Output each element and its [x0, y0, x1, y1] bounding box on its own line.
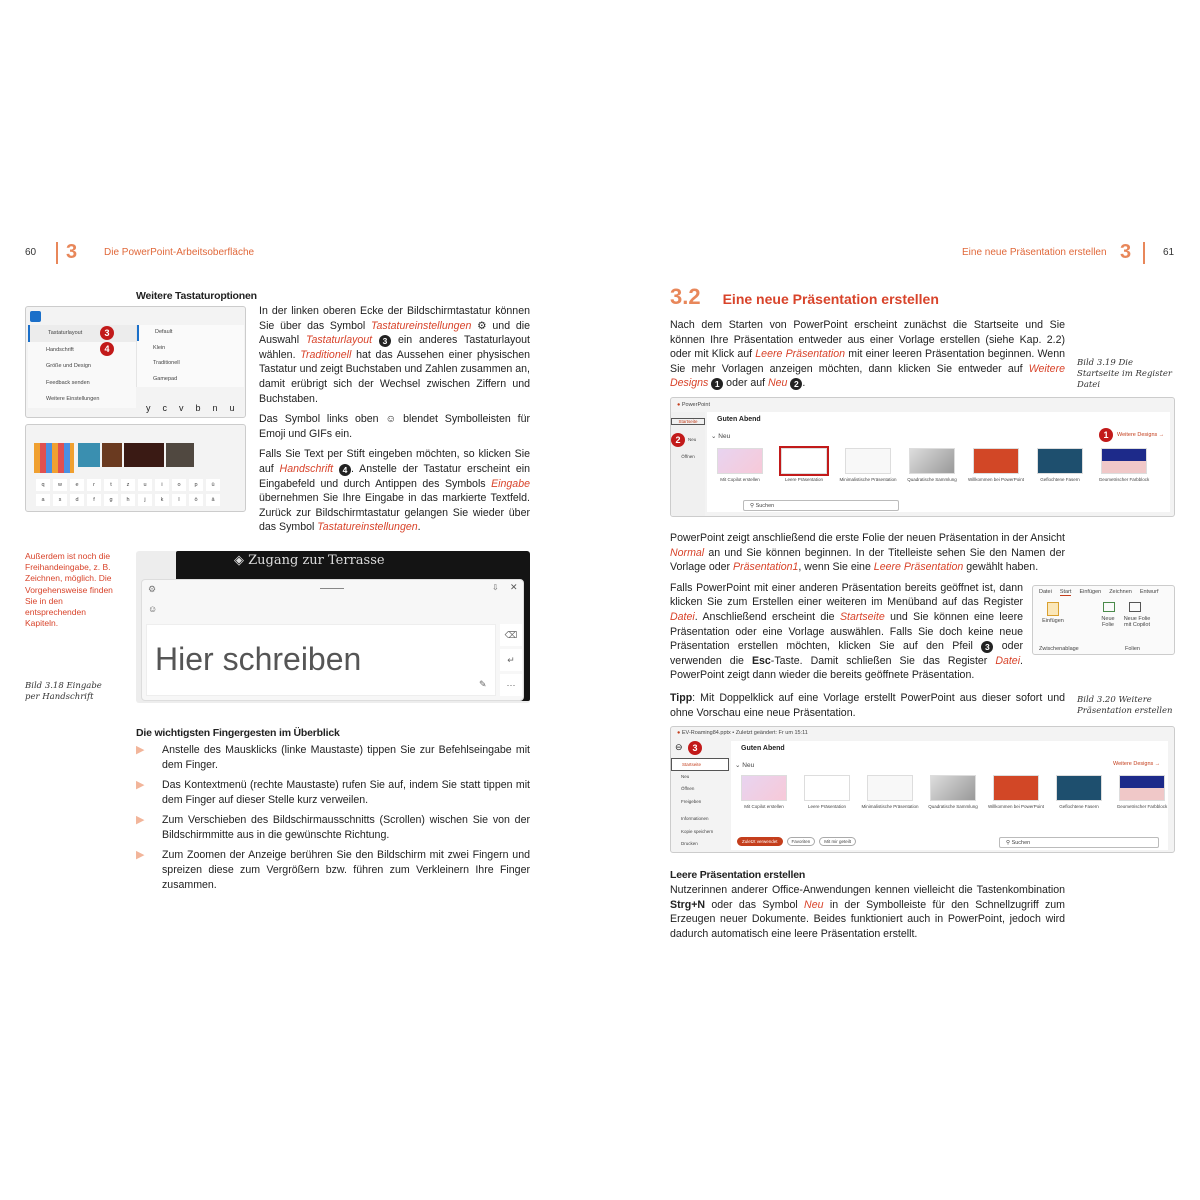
ui-term: Normal: [670, 546, 705, 559]
ui-term: Datei: [670, 610, 695, 623]
key[interactable]: h: [121, 494, 135, 506]
handwriting-panel: [141, 579, 524, 701]
more-designs-link[interactable]: Weitere Designs →: [1113, 761, 1161, 768]
template-card[interactable]: [1095, 448, 1153, 483]
template-thumbnail: [717, 448, 763, 474]
chapter-number-left: 3: [66, 241, 78, 263]
paragraph: [670, 531, 1065, 575]
text-run: an und Sie können beginnen. In der Titelleiste sehen Sie den Namen der Vorlage oder: [670, 546, 1065, 574]
gesture-item: [136, 813, 530, 842]
new-section: ⌄ Neu: [711, 432, 731, 440]
ui-term: Datei: [995, 654, 1021, 667]
figure-caption-318: Bild 3.18 Eingabe per Handschrift: [25, 680, 102, 702]
pen-icon[interactable]: ✎: [479, 678, 487, 689]
nav-item-5[interactable]: Kopie speichern: [681, 828, 714, 834]
ui-term: Tastaturlayout: [305, 334, 373, 347]
paste-button[interactable]: [1039, 602, 1067, 624]
text-run: Nutzerinnen anderer Office-Anwendungen kennen vielleicht die Tastenkombination: [670, 884, 1065, 897]
handwriting-input[interactable]: [146, 624, 496, 696]
ui-term: Neu: [768, 377, 788, 390]
gif-thumbnail: [78, 443, 100, 467]
dock-icon[interactable]: ⇩: [492, 582, 499, 592]
template-card[interactable]: [1050, 775, 1108, 810]
layout-option[interactable]: Klein: [153, 344, 166, 351]
text-run: und Sie können eine leere Präsentation oder eine Vorlage auswählen. Falls Sie doch keine neue Präsentation erstellen möchten, klicken Sie auf den Pfeil: [670, 610, 1023, 653]
key[interactable]: w: [53, 479, 67, 491]
nav-item-0[interactable]: Startseite: [671, 418, 705, 425]
template-card[interactable]: [1113, 775, 1171, 810]
text-run: . Anschließend erscheint die: [694, 610, 840, 623]
ribbon-screenshot: [1032, 585, 1175, 655]
search-placeholder: Suchen: [755, 502, 775, 509]
new-label: Neu: [718, 432, 731, 440]
page-number-right: 61: [1163, 247, 1175, 258]
handwriting-screenshot: [136, 551, 530, 703]
text-run: hat das Aussehen einer physischen Tastatur und zeigt Buchstaben und Zahlen zusammen an, damit erübrigt sich der Wechsel zwischen Ziffern und Buchstaben.: [259, 348, 530, 405]
bold-term: Esc: [751, 654, 771, 667]
background-title: ◈ Zugang zur Terrasse: [234, 552, 385, 568]
ribbon-tab[interactable]: Zeichnen: [1109, 588, 1132, 595]
key[interactable]: o: [172, 479, 186, 491]
nav-item-2[interactable]: Öffnen: [681, 786, 695, 792]
paragraph: [259, 447, 530, 535]
template-card[interactable]: [711, 448, 769, 483]
template-thumbnail: [930, 775, 976, 801]
new-slide-copilot-button[interactable]: Neue Folie mit Copilot: [1123, 615, 1151, 628]
key[interactable]: ö: [189, 494, 203, 506]
ui-term: Handschrift: [279, 462, 334, 475]
right-page-body: [670, 284, 1175, 941]
emoji-grid: [34, 443, 74, 473]
template-label: Geflochtene Fasern: [1059, 804, 1099, 810]
search-placeholder: Suchen: [1011, 840, 1031, 847]
more-designs-link[interactable]: Weitere Designs →: [1117, 431, 1165, 438]
template-card[interactable]: [735, 775, 793, 810]
greeting: Guten Abend: [717, 415, 761, 423]
key[interactable]: i: [155, 479, 169, 491]
nav-item-1[interactable]: Neu: [681, 773, 690, 779]
figure-title: Weitere Tastaturoptionen: [136, 290, 257, 302]
new-slide-icon: [1103, 602, 1115, 612]
paragraph: [259, 304, 530, 406]
template-thumbnail: [1056, 775, 1102, 801]
callout-badge: 3: [100, 326, 114, 340]
callout-badge: 4: [100, 342, 114, 356]
gesture-item: [136, 778, 530, 807]
clipboard-icon: [1047, 602, 1059, 616]
text-run: .: [417, 521, 421, 534]
header-divider: [56, 242, 58, 264]
callout-number: 3: [981, 641, 993, 653]
key[interactable]: y: [146, 403, 151, 413]
new-section: ⌄ Neu: [735, 762, 755, 770]
paragraph: [259, 412, 530, 441]
key[interactable]: j: [138, 494, 152, 506]
text-run: PowerPoint zeigt anschließend die erste Folie der neuen Präsentation in der Ansicht: [670, 531, 1065, 544]
text-run: -Taste. Damit schließen Sie das Register: [770, 654, 996, 667]
ui-term: Traditionell: [300, 348, 352, 361]
callout-number: 1: [711, 378, 723, 390]
nav-item-0[interactable]: Startseite: [671, 758, 729, 771]
ribbon-tab[interactable]: Start: [1059, 588, 1072, 595]
template-label: Minimalistische Präsentation: [839, 476, 897, 482]
key[interactable]: n: [212, 403, 218, 413]
key[interactable]: s: [53, 494, 67, 506]
text-run: oder verwenden die: [670, 640, 1023, 667]
menu-item-0[interactable]: Tastaturlayout: [28, 325, 136, 342]
key[interactable]: f: [87, 494, 101, 506]
bullet-arrow-icon: ▶: [136, 849, 145, 862]
template-thumbnail: [1037, 448, 1083, 474]
text-run: . PowerPoint zeigt dann wieder die bereits geöffnete Präsentation.: [670, 654, 1023, 682]
ui-term: Tastatureinstellungen: [371, 319, 472, 332]
section-number: 3.2: [670, 284, 701, 309]
keyboard-settings-screenshot: [25, 306, 246, 418]
template-label: Geflochtene Fasern: [1040, 476, 1080, 482]
nav-item-2[interactable]: Öffnen: [681, 453, 695, 459]
template-label: Mit Copilot erstellen: [744, 804, 784, 810]
header-divider: [1143, 242, 1145, 264]
text-run: .: [802, 377, 806, 390]
template-thumbnail: [973, 448, 1019, 474]
paragraph: [670, 318, 1065, 391]
bullet-arrow-icon: ▶: [136, 779, 145, 792]
text-run: Nach dem Starten von PowerPoint erscheint zunächst die Startseite und Sie können Ihre Präsentation entweder aus einer Vorlage erstellen (siehe Kap. 2.2) oder mit Klick auf: [670, 319, 1065, 361]
key[interactable]: ü: [206, 479, 220, 491]
template-label: Willkommen bei PowerPoint: [967, 476, 1025, 482]
gesture-text: Anstelle des Mausklicks (linke Maustaste) tippen Sie zur Befehlseingabe mit dem Finger.: [162, 743, 530, 771]
template-card[interactable]: [987, 775, 1045, 810]
text-run: ⚙ und die Auswahl: [259, 319, 530, 347]
ui-term: Leere Präsentation: [873, 561, 964, 574]
text-run: oder das Symbol: [705, 898, 805, 911]
gestures-title: Die wichtigsten Fingergesten im Überblick: [136, 726, 340, 739]
key[interactable]: e: [70, 479, 84, 491]
powerpoint-start-screenshot: [670, 397, 1175, 517]
key[interactable]: c: [162, 403, 167, 413]
template-thumbnail: [804, 775, 850, 801]
callout-number: 4: [339, 464, 351, 476]
gif-thumbnail: [124, 443, 164, 467]
key[interactable]: z: [121, 479, 135, 491]
margin-note: Außerdem ist noch die Freihandeingabe, z. B. Zeichnen, möglich. Die Vorgehensweise finden Sie in den entsprechenden Kapiteln.: [25, 550, 113, 629]
running-title-right: Eine neue Präsentation erstellen: [962, 247, 1107, 258]
text-run: mit einer leeren Präsentation beginnen. Wenn Sie mehr Vorlagen anzeigen möchten, dann klicken Sie entweder auf: [670, 348, 1065, 375]
subheading: Leere Präsentation erstellen: [670, 869, 806, 882]
more-icon[interactable]: ⋯: [500, 674, 522, 696]
template-thumbnail: [867, 775, 913, 801]
template-thumbnail: [741, 775, 787, 801]
key[interactable]: u: [229, 403, 235, 413]
ui-term: Tastatureinstellungen: [317, 521, 418, 534]
window-title: ● EV-Roaming84.pptx • Zuletzt geändert: Fr um 15:11: [677, 730, 808, 737]
nav-item-6[interactable]: Drucken: [681, 841, 698, 847]
app-title: ● PowerPoint: [677, 401, 710, 408]
template-thumbnail: [845, 448, 891, 474]
paragraph: [670, 883, 1065, 941]
key[interactable]: a: [36, 494, 50, 506]
close-icon[interactable]: ✕: [510, 581, 518, 592]
gesture-item: [136, 743, 530, 772]
bullet-arrow-icon: ▶: [136, 743, 145, 756]
ribbon-tab[interactable]: Einfügen: [1079, 588, 1102, 595]
nav-item-3[interactable]: Freigeben: [681, 798, 702, 804]
template-label: Leere Präsentation: [784, 476, 824, 482]
key[interactable]: g: [104, 494, 118, 506]
text-run: . Anstelle der Tastatur erscheint ein Eingabefeld und durch Antippen des Symbols: [259, 462, 530, 490]
filter-chip[interactable]: Favoriten: [787, 837, 816, 846]
text-run: In der linken oberen Ecke der Bildschirmtastatur können Sie über das Symbol: [259, 305, 530, 332]
template-card[interactable]: [775, 448, 833, 483]
text-run: Das Symbol links oben ☺ blendet Symbolleisten für Emoji und GIFs ein.: [259, 413, 530, 440]
key[interactable]: u: [138, 479, 152, 491]
figure-caption-320: Bild 3.20 Weitere Präsentation erstellen: [1077, 694, 1173, 716]
search-input[interactable]: ⚲ Suchen: [743, 500, 899, 511]
new-slide-button[interactable]: Neue Folie: [1101, 615, 1115, 628]
bold-term: Tipp: [670, 691, 693, 704]
template-thumbnail: [1119, 775, 1165, 801]
template-card[interactable]: [1031, 448, 1089, 483]
gesture-text: Zum Verschieben des Bildschirmausschnitts (Scrollen) wischen Sie von der Bildschirmmitte aus in die gewünschte Richtung.: [162, 814, 530, 841]
background-title-text: Zugang zur Terrasse: [248, 552, 385, 568]
ribbon-tab[interactable]: Entwurf: [1139, 588, 1159, 595]
key[interactable]: k: [155, 494, 169, 506]
body-text-left: [259, 304, 530, 541]
backspace-icon[interactable]: ⌫: [500, 624, 522, 646]
key[interactable]: d: [70, 494, 84, 506]
nav-item-4[interactable]: Informationen: [681, 816, 709, 822]
layout-submenu: [136, 325, 244, 387]
template-label: Quadratische Sammlung: [907, 476, 957, 482]
template-thumbnail: [781, 448, 827, 474]
start-content: [707, 412, 1170, 512]
menu-item-2[interactable]: Größe und Design: [46, 363, 91, 369]
new-label: Neu: [742, 762, 755, 770]
callout-badge: 1: [1099, 428, 1113, 442]
settings-menu: [28, 325, 136, 408]
template-label: Minimalistische Präsentation: [861, 804, 919, 810]
template-label: Willkommen bei PowerPoint: [987, 804, 1045, 810]
template-card[interactable]: [798, 775, 856, 810]
ui-term: Startseite: [839, 610, 885, 623]
callout-badge: 3: [688, 741, 702, 755]
paragraph: [670, 581, 1023, 683]
gesture-text: Zum Zoomen der Anzeige berühren Sie den Bildschirm mit zwei Fingern und spreizen diese zum Vergrößern bzw. führen zum Verkleinern Ihre Finger zusammen.: [162, 849, 530, 891]
paste-label: Einfügen: [1042, 617, 1064, 624]
search-input[interactable]: ⚲ Suchen: [999, 837, 1159, 848]
template-card[interactable]: [903, 448, 961, 483]
callout-number: 2: [790, 378, 802, 390]
gesture-item: [136, 848, 530, 892]
template-card[interactable]: [861, 775, 919, 810]
ui-term: Eingabe: [491, 477, 530, 490]
greeting: Guten Abend: [741, 745, 785, 753]
back-arrow-icon[interactable]: ⊖: [675, 742, 683, 753]
menu-item-4[interactable]: Weitere Einstellungen: [46, 396, 100, 402]
layout-option[interactable]: Default: [137, 325, 244, 341]
key[interactable]: p: [189, 479, 203, 491]
menu-item-1[interactable]: Handschrift: [46, 346, 74, 353]
text-run: Falls Sie Text per Stift eingeben möchten, so klicken Sie auf: [259, 448, 530, 475]
slides-group-label: Folien: [1125, 645, 1140, 652]
template-card[interactable]: [839, 448, 897, 483]
key[interactable]: t: [104, 479, 118, 491]
template-card[interactable]: [924, 775, 982, 810]
bold-term: Strg+N: [670, 898, 706, 911]
key[interactable]: q: [36, 479, 50, 491]
key[interactable]: v: [179, 403, 184, 413]
gestures-list: [136, 743, 530, 892]
emoji-icon[interactable]: ☺: [148, 603, 158, 614]
text-run: [372, 334, 379, 346]
powerpoint-file-screenshot: [670, 726, 1175, 853]
left-page-body: [25, 290, 530, 898]
callout-badge: 2: [671, 433, 685, 447]
ui-term: Leere Präsentation: [755, 348, 846, 361]
filter-chip[interactable]: Mit mir geteilt: [819, 837, 856, 846]
text-run: ein anderes Tastaturlayout wählen.: [259, 334, 530, 361]
bullet-arrow-icon: ▶: [136, 814, 145, 827]
ui-term: Präsentation1: [733, 561, 799, 574]
text-run: gewählt haben.: [963, 561, 1039, 574]
key[interactable]: ä: [206, 494, 220, 506]
copilot-slide-icon: [1129, 602, 1141, 612]
text-run: übernehmen Sie Ihre Eingabe in das markierte Textfeld. Zurück zur Bildschirmtastatur gelangen Sie wieder über das Symbol: [259, 492, 530, 534]
template-label: Mit Copilot erstellen: [720, 476, 760, 482]
section-title: Eine neue Präsentation erstellen: [722, 291, 939, 307]
key[interactable]: l: [172, 494, 186, 506]
template-thumbnail: [1101, 448, 1147, 474]
text-run: oder auf: [723, 377, 768, 390]
key[interactable]: b: [195, 403, 201, 413]
layout-option[interactable]: Traditionell: [153, 360, 180, 366]
start-content: [731, 741, 1168, 850]
gif-thumbnail: [166, 443, 194, 467]
clipboard-group-label: Zwischenablage: [1039, 645, 1079, 652]
figure-caption-319: Bild 3.19 Die Startseite im Register Datei: [1077, 357, 1172, 390]
drag-handle[interactable]: [320, 588, 344, 589]
tip: [670, 691, 1065, 720]
ui-term: Weitere Designs: [670, 362, 1065, 390]
ribbon-tab[interactable]: Datei: [1039, 588, 1052, 595]
running-title-left: Die PowerPoint-Arbeitsoberfläche: [104, 247, 255, 258]
text-run: in der Symbolleiste für den Schnellzugriff zum Erzeugen neuer Dokumente. Beides funktioniert auch in PowerPoint, jedoch wird dadurch automatisch eine leere Präsentation erstellt.: [670, 898, 1065, 940]
template-label: Geometrischer Farbblock: [1116, 804, 1168, 810]
gif-thumbnail: [102, 443, 122, 467]
template-card[interactable]: [967, 448, 1025, 483]
window-title-text: EV-Roaming84.pptx • Zuletzt geändert: Fr um 15:11: [681, 730, 808, 737]
emoji-keyboard-screenshot: [25, 424, 246, 512]
ui-term: Neu: [804, 898, 824, 911]
layout-option[interactable]: Gamepad: [153, 375, 178, 382]
enter-icon[interactable]: ↵: [500, 649, 522, 671]
template-thumbnail: [993, 775, 1039, 801]
key[interactable]: r: [87, 479, 101, 491]
gesture-text: Das Kontextmenü (rechte Maustaste) rufen Sie auf, indem Sie statt tippen mit dem Finger auf dieser Stelle kurz verweilen.: [162, 779, 530, 806]
nav-item-1[interactable]: Neu: [688, 436, 697, 442]
page-number-left: 60: [25, 247, 37, 258]
template-label: Quadratische Sammlung: [928, 804, 978, 810]
gear-icon[interactable]: ⚙: [148, 583, 157, 594]
menu-item-3[interactable]: Feedback senden: [46, 379, 90, 386]
text-run: , wenn Sie eine: [798, 561, 874, 574]
filter-chip[interactable]: Zuletzt verwendet: [737, 837, 783, 846]
app-name: PowerPoint: [681, 401, 710, 408]
callout-number: 3: [379, 335, 391, 347]
text-run: : Mit Doppelklick auf eine Vorlage erstellt PowerPoint aus dieser sofort und ohne Vorschau eine neue Präsentation.: [670, 691, 1065, 719]
chapter-number-right: 3: [1120, 241, 1132, 263]
template-label: Geometrischer Farbblock: [1098, 476, 1150, 482]
text-run: Falls PowerPoint mit einer anderen Präsentation bereits geöffnet ist, dann klicken Sie zum Erstellen einer weiteren im Menüband auf das Register: [670, 581, 1023, 609]
handwriting-placeholder: Hier schreiben: [155, 640, 362, 677]
template-label: Leere Präsentation: [807, 804, 847, 810]
template-thumbnail: [909, 448, 955, 474]
settings-icon: [30, 311, 41, 322]
